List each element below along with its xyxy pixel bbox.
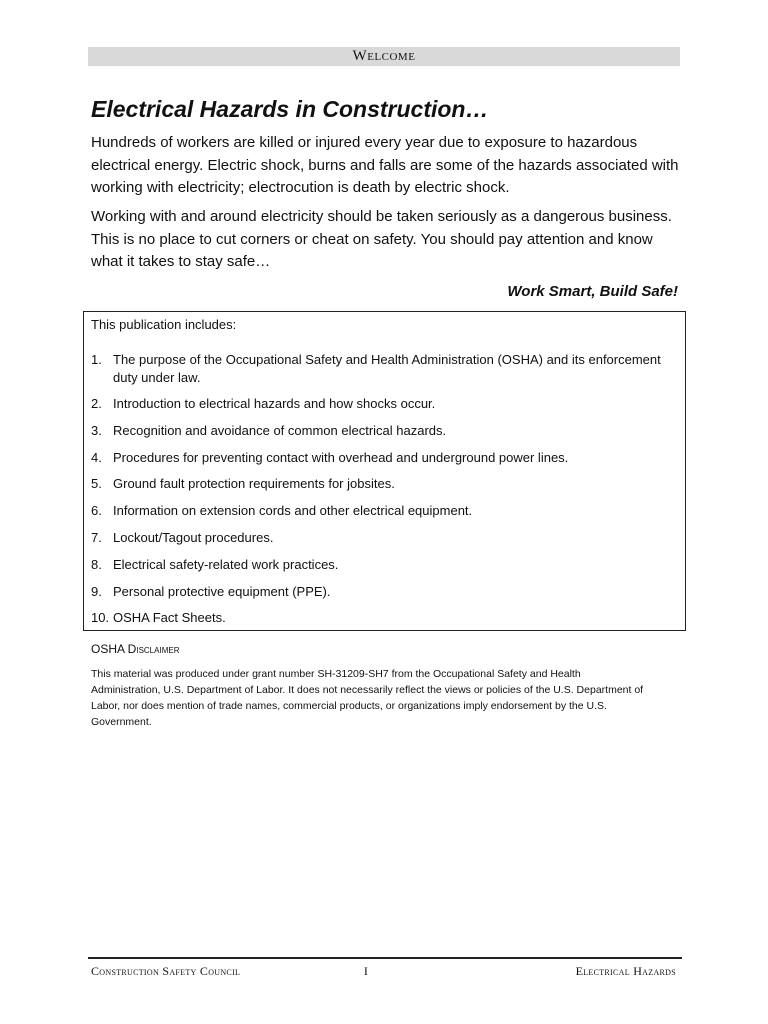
page-title: Electrical Hazards in Construction… <box>91 96 489 122</box>
list-item-text: Lockout/Tagout procedures. <box>113 529 274 545</box>
list-item-text: Procedures for preventing contact with overhead and underground power lines. <box>113 449 569 465</box>
list-item-text: Introduction to electrical hazards and how shocks occur. <box>113 396 436 411</box>
list-item-text: The purpose of the Occupational Safety and Health Administration (OSHA) and its enforcement duty under law. <box>113 352 661 385</box>
list-item-number: 2. <box>91 396 102 411</box>
list-item-text: Ground fault protection requirements for jobsites. <box>113 476 395 492</box>
footer-divider <box>88 957 682 959</box>
list-item-number: 10. <box>91 610 110 626</box>
list-item <box>91 556 676 574</box>
intro-paragraph-1: Hundreds of workers are killed or injured every year due to exposure to hazardous electrical energy. Electric shock, burns and falls are some of the hazards associated with working with electricity; electrocution is death by electric shock. <box>91 134 679 196</box>
list-item-number: 7. <box>91 529 102 545</box>
list-item <box>91 529 676 547</box>
disclaimer-title: OSHA Disclaimer <box>91 642 180 656</box>
list-item-number: 4. <box>91 449 102 465</box>
list-item-text: OSHA Fact Sheets. <box>113 610 226 626</box>
list-item-number: 6. <box>91 503 102 519</box>
list-item-number: 5. <box>91 476 102 492</box>
footer-organization: Construction Safety Council <box>91 964 241 978</box>
list-item <box>91 351 676 387</box>
list-item-number: 3. <box>91 422 102 438</box>
list-item-text: Recognition and avoidance of common electrical hazards. <box>113 422 447 438</box>
box-intro: This publication includes: <box>91 317 237 332</box>
list-item-text: Personal protective equipment (PPE). <box>113 583 331 599</box>
contents-list <box>91 351 676 636</box>
list-item-text: Electrical safety-related work practices. <box>113 556 339 572</box>
list-item <box>91 609 676 627</box>
list-item <box>91 422 676 440</box>
list-item-number: 9. <box>91 583 102 599</box>
list-item-text: Information on extension cords and other electrical equipment. <box>113 503 473 519</box>
tagline: Work Smart, Build Safe! <box>507 283 678 300</box>
intro-paragraph-2: Working with and around electricity should be taken seriously as a dangerous business. This is no place to cut corners or cheat on safety. You should pay attention and know what it takes to stay safe… <box>91 208 672 270</box>
publication-contents-box <box>83 311 686 631</box>
page-number: I <box>363 964 369 978</box>
list-item <box>91 583 676 601</box>
section-label: Welcome <box>352 48 416 64</box>
section-header-bar <box>88 47 680 66</box>
list-item <box>91 475 676 493</box>
list-item <box>91 449 676 467</box>
list-item-number: 1. <box>91 352 102 367</box>
list-item-number: 8. <box>91 556 102 572</box>
list-item <box>91 502 676 520</box>
disclaimer-text: This material was produced under grant number SH-31209-SH7 from the Occupational Safety and Health Administration, U.S. Department of Labor. It does not necessarily reflect the views or policies of the U.S. Department of Labor, nor does mention of trade names, commercial products, or organizations imply endorsement by the U.S. Government. <box>91 668 644 728</box>
footer-document-title: Electrical Hazards <box>575 964 676 978</box>
list-item <box>91 395 676 413</box>
